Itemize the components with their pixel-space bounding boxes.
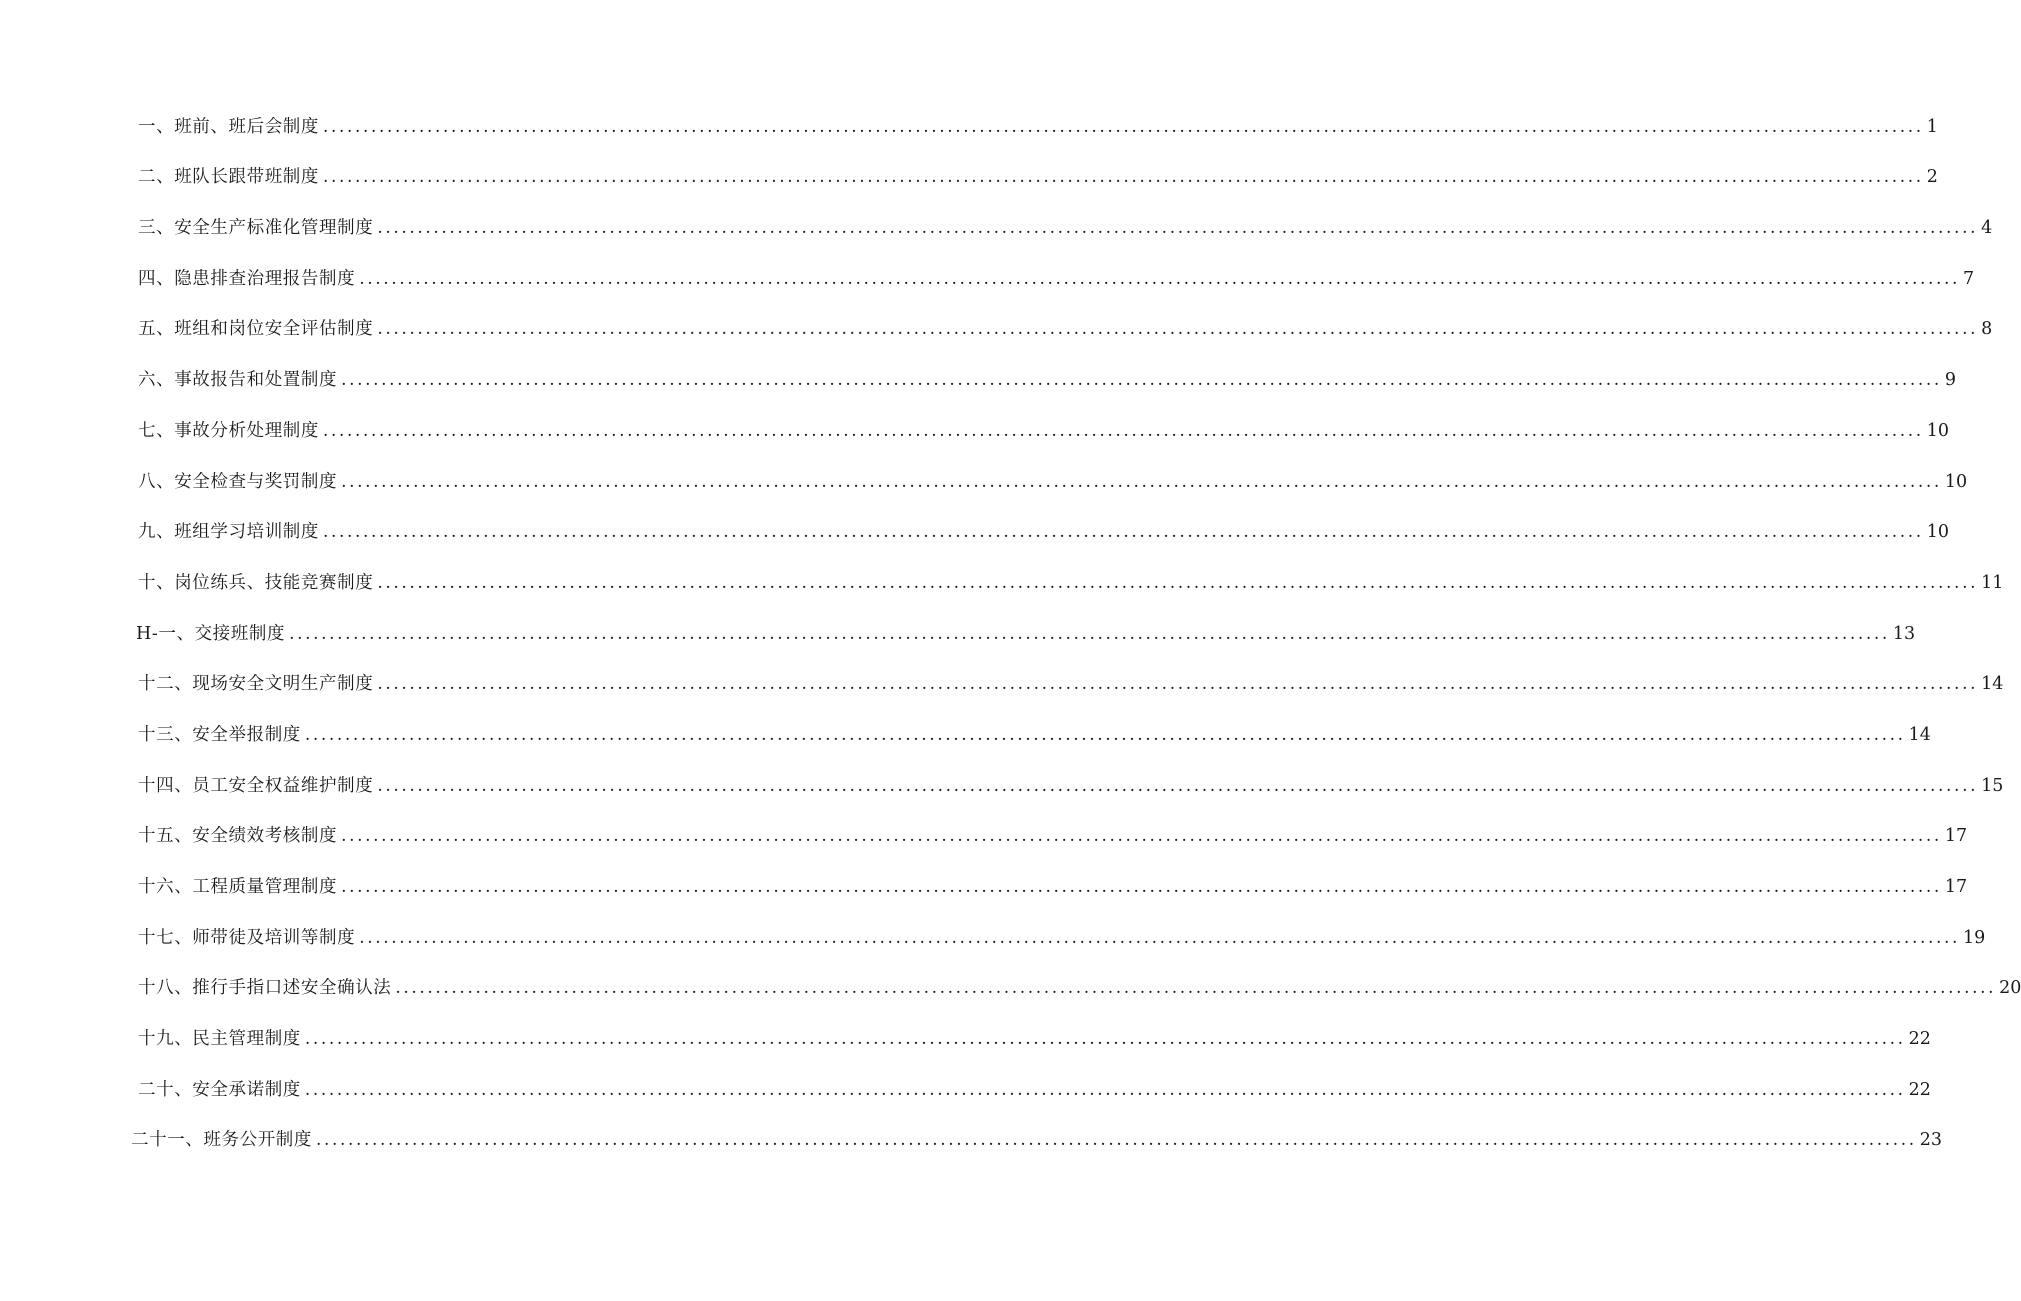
toc-entry-line	[138, 216, 1993, 240]
toc-entry-page-number: 15	[1981, 775, 2004, 796]
toc-entry-line	[138, 926, 1986, 950]
toc-dot-leader: ........................................................................................................................................................................................................	[341, 826, 1942, 847]
toc-entry-title: 十、岗位练兵、技能竞赛制度	[138, 572, 374, 593]
toc-entry-title: 十七、师带徒及培训等制度	[138, 927, 356, 948]
toc-entry-title: 十三、安全举报制度	[138, 724, 301, 745]
toc-entry-title: 二十一、班务公开制度	[131, 1130, 312, 1151]
toc-dot-leader: ........................................................................................................................................................................................................	[304, 1029, 1906, 1050]
toc-entry[interactable]	[0, 913, 1986, 964]
table-of-contents	[0, 102, 2021, 1166]
toc-entry-page-number: 20	[1999, 978, 2021, 999]
toc-entry-page-number: 10	[1926, 420, 1950, 441]
toc-entry-line	[138, 1078, 1931, 1102]
toc-entry-page-number: 4	[1981, 218, 1993, 239]
toc-entry-title: 三、安全生产标准化管理制度	[138, 218, 374, 239]
toc-dot-leader: ........................................................................................................................................................................................................	[323, 167, 1924, 188]
toc-entry[interactable]	[0, 862, 1968, 913]
toc-entry-page-number: 2	[1926, 167, 1938, 188]
toc-dot-leader: ........................................................................................................................................................................................................	[323, 522, 1924, 543]
toc-entry[interactable]	[0, 812, 1968, 863]
toc-dot-leader: ........................................................................................................................................................................................................	[341, 370, 1942, 391]
toc-dot-leader: ........................................................................................................................................................................................................	[323, 116, 1924, 137]
toc-entry-line	[138, 774, 2004, 798]
toc-dot-leader: ........................................................................................................................................................................................................	[395, 978, 1997, 999]
toc-entry-page-number: 22	[1908, 1079, 1931, 1100]
toc-entry-page-number: 1	[1926, 116, 1938, 137]
toc-entry-page-number: 10	[1926, 522, 1950, 543]
toc-entry-title: H-一、交接班制度	[136, 623, 286, 644]
toc-entry[interactable]	[0, 660, 2004, 711]
toc-entry-title: 四、隐患排查治理报告制度	[138, 268, 356, 289]
toc-entry-line	[138, 368, 1957, 392]
toc-entry[interactable]	[0, 406, 1950, 457]
toc-dot-leader: ........................................................................................................................................................................................................	[377, 674, 1979, 695]
toc-entry-title: 一、班前、班后会制度	[138, 116, 319, 137]
toc-entry-title: 十六、工程质量管理制度	[138, 877, 338, 897]
toc-entry[interactable]	[0, 558, 2004, 609]
toc-entry[interactable]	[0, 1014, 1931, 1065]
toc-entry-title: 十九、民主管理制度	[138, 1029, 301, 1050]
toc-dot-leader: ........................................................................................................................................................................................................	[289, 623, 1890, 644]
toc-entry-title: 二、班队长跟带班制度	[138, 167, 319, 188]
toc-entry-title: 九、班组学习培训制度	[138, 522, 319, 543]
toc-entry[interactable]	[0, 457, 1968, 508]
toc-entry-page-number: 14	[1908, 724, 1931, 745]
toc-entry-line	[138, 1027, 1931, 1051]
toc-dot-leader: ........................................................................................................................................................................................................	[377, 319, 1979, 340]
toc-entry-title: 六、事故报告和处置制度	[138, 370, 338, 391]
toc-entry[interactable]	[0, 1065, 1931, 1116]
toc-entry-title: 八、安全检查与奖罚制度	[138, 471, 338, 492]
toc-dot-leader: ........................................................................................................................................................................................................	[377, 572, 1979, 593]
toc-entry-line	[131, 1128, 1943, 1152]
toc-dot-leader: ........................................................................................................................................................................................................	[341, 877, 1942, 897]
toc-entry-page-number: 9	[1944, 370, 1957, 391]
toc-entry[interactable]	[0, 1116, 1943, 1167]
toc-entry-line	[136, 622, 1916, 646]
toc-dot-leader: ........................................................................................................................................................................................................	[323, 420, 1924, 441]
toc-entry-page-number: 10	[1944, 471, 1968, 492]
toc-dot-leader: ........................................................................................................................................................................................................	[377, 218, 1979, 239]
toc-entry-title: 十八、推行手指口述安全确认法	[138, 978, 392, 999]
toc-entry-line	[138, 723, 1931, 747]
toc-entry-title: 十二、现场安全文明生产制度	[138, 674, 374, 695]
toc-entry-page-number: 22	[1908, 1029, 1931, 1050]
toc-entry-line	[138, 976, 2021, 1000]
toc-dot-leader: ........................................................................................................................................................................................................	[377, 775, 1979, 796]
toc-entry-page-number: 7	[1962, 268, 1975, 289]
toc-entry[interactable]	[0, 355, 1957, 406]
toc-entry-page-number: 11	[1981, 572, 2004, 593]
toc-dot-leader: ........................................................................................................................................................................................................	[359, 927, 1960, 948]
toc-entry-page-number: 17	[1944, 877, 1968, 897]
toc-dot-leader: ........................................................................................................................................................................................................	[316, 1130, 1917, 1151]
toc-entry-line	[138, 165, 1938, 189]
toc-entry[interactable]	[0, 964, 2021, 1015]
toc-entry-title: 十五、安全绩效考核制度	[138, 826, 338, 847]
toc-entry[interactable]	[0, 761, 2004, 812]
toc-dot-leader: ........................................................................................................................................................................................................	[341, 471, 1942, 492]
toc-entry-title: 十四、员工安全权益维护制度	[138, 775, 374, 796]
toc-entry-line	[138, 115, 1938, 139]
toc-entry-page-number: 14	[1981, 674, 2004, 695]
toc-entry[interactable]	[0, 609, 1916, 660]
toc-entry[interactable]	[0, 102, 1938, 153]
toc-entry-line	[138, 317, 1993, 341]
toc-entry-line	[138, 470, 1968, 494]
toc-entry[interactable]	[0, 508, 1950, 559]
toc-entry[interactable]	[0, 710, 1931, 761]
toc-entry-page-number: 8	[1981, 319, 1993, 340]
toc-dot-leader: ........................................................................................................................................................................................................	[304, 724, 1906, 745]
toc-entry-page-number: 17	[1944, 826, 1968, 847]
toc-entry[interactable]	[0, 305, 1993, 356]
toc-entry-page-number: 13	[1892, 623, 1916, 644]
toc-entry[interactable]	[0, 254, 1975, 305]
toc-entry-page-number: 23	[1919, 1130, 1943, 1151]
toc-entry-line	[138, 824, 1968, 848]
toc-dot-leader: ........................................................................................................................................................................................................	[304, 1079, 1906, 1100]
toc-entry[interactable]	[0, 153, 1938, 204]
toc-entry-line	[138, 267, 1975, 291]
toc-entry-line	[138, 419, 1950, 443]
toc-entry-title: 二十、安全承诺制度	[138, 1079, 301, 1100]
toc-entry[interactable]	[0, 203, 1993, 254]
toc-entry-page-number: 19	[1962, 927, 1986, 948]
toc-dot-leader: ........................................................................................................................................................................................................	[359, 268, 1960, 289]
toc-entry-title: 七、事故分析处理制度	[138, 420, 319, 441]
toc-entry-line	[138, 520, 1950, 544]
toc-entry-title: 五、班组和岗位安全评估制度	[138, 319, 374, 340]
toc-entry-line	[138, 672, 2004, 696]
toc-entry-line	[138, 571, 2004, 595]
toc-entry-line	[138, 875, 1968, 899]
